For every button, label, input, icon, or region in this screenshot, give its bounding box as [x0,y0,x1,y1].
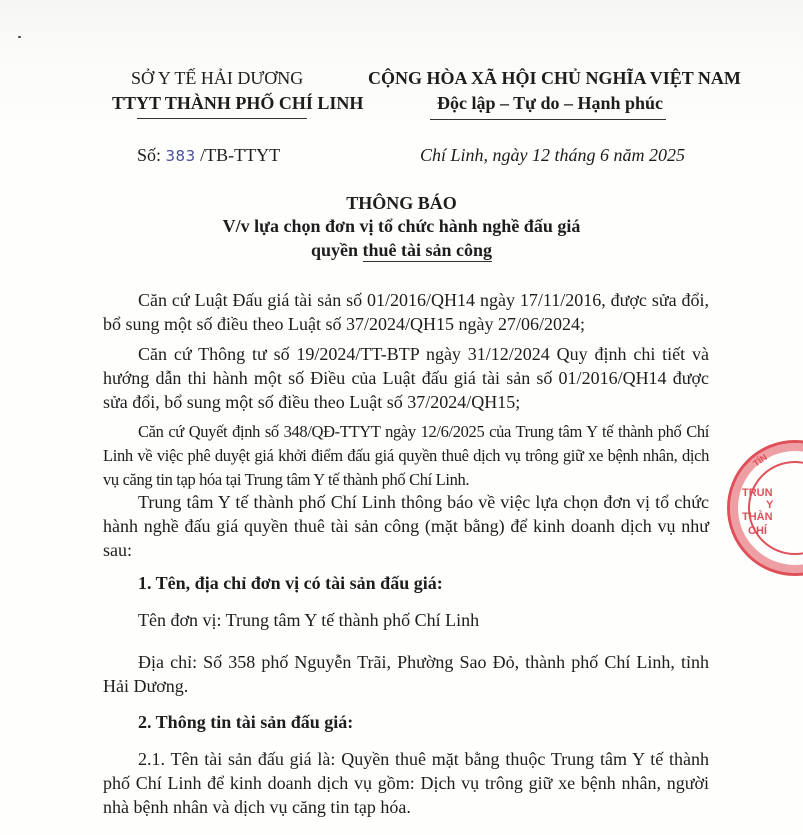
motto-underline [430,119,666,120]
scan-speck [18,36,21,38]
doc-number-suffix: /TB-TTYT [195,145,281,165]
legal-basis-2: Căn cứ Thông tư số 19/2024/TT-BTP ngày 31/12/2024 Quy định chi tiết và hướng dẫn thi hành một số Điều của Luật đấu giá tài sản số 01/2016/QH14 được sửa đổi, bổ sung một số điều theo Luật số 37/2024/QH15; [103,344,709,412]
document-number [137,145,280,166]
issuer-underline [137,118,307,119]
section-2-heading: 2. Thông tin tài sản đấu giá: [138,712,354,732]
issuer-department: SỞ Y TẾ HẢI DƯƠNG [131,68,304,88]
subject-underlined: thuê tài sản công [362,240,493,260]
subject-prefix: quyền [310,240,363,260]
announcement-paragraph: Trung tâm Y tế thành phố Chí Linh thông báo về việc lựa chọn đơn vị tổ chức hành nghề đấu giá quyền thuê tài sản công (mặt bằng) để kinh doanh dịch vụ như sau: [103,492,709,560]
national-motto: Độc lập – Tự do – Hạnh phúc [436,93,664,113]
document-subject-line1: V/v lựa chọn đơn vị tổ chức hành nghề đấu giá [222,216,581,236]
issuer-unit: TTYT THÀNH PHỐ CHÍ LINH [112,93,364,113]
legal-basis-3: Căn cứ Quyết định số 348/QĐ-TTYT ngày 12/6/2025 của Trung tâm Y tế thành phố Chí Linh về việc phê duyệt giá khởi điểm đấu giá quyền thuê dịch vụ trông giữ xe bệnh nhân, dịch vụ căng tin tạp hóa tại Trung tâm Y tế thành phố Chí Linh. [103,422,709,489]
asset-description: 2.1. Tên tài sản đấu giá là: Quyền thuê mặt bằng thuộc Trung tâm Y tế thành phố Chí Linh để kinh doanh dịch vụ gồm: Dịch vụ trông giữ xe bệnh nhân, người nhà bệnh nhân và dịch vụ căng tin tạp hóa. [103,749,709,817]
section-1-heading: 1. Tên, địa chỉ đơn vị có tài sản đấu giá: [138,573,443,593]
legal-basis-1: Căn cứ Luật Đấu giá tài sản số 01/2016/QH14 ngày 17/11/2016, được sửa đổi, bổ sung một số điều theo Luật số 37/2024/QH15 ngày 27/06/2024; [103,290,709,334]
doc-number-prefix: Số: [137,145,166,165]
unit-address: Địa chỉ: Số 358 phố Nguyễn Trãi, Phường Sao Đỏ, thành phố Chí Linh, tỉnh Hải Dương. [103,652,709,696]
document-title: THÔNG BÁO [346,193,457,213]
national-title: CỘNG HÒA XÃ HỘI CHỦ NGHĨA VIỆT NAM [368,68,741,88]
document-date: Chí Linh, ngày 12 tháng 6 năm 2025 [420,145,686,165]
doc-number-handwritten: 383 [165,147,196,165]
unit-name: Tên đơn vị: Trung tâm Y tế thành phố Chí Linh [138,610,480,630]
svg-text:TỈN: TỈN [751,452,770,469]
document-subject-line2 [0,240,803,261]
official-stamp: TỈN TRUN Y THÀN CHÍ [727,440,803,576]
